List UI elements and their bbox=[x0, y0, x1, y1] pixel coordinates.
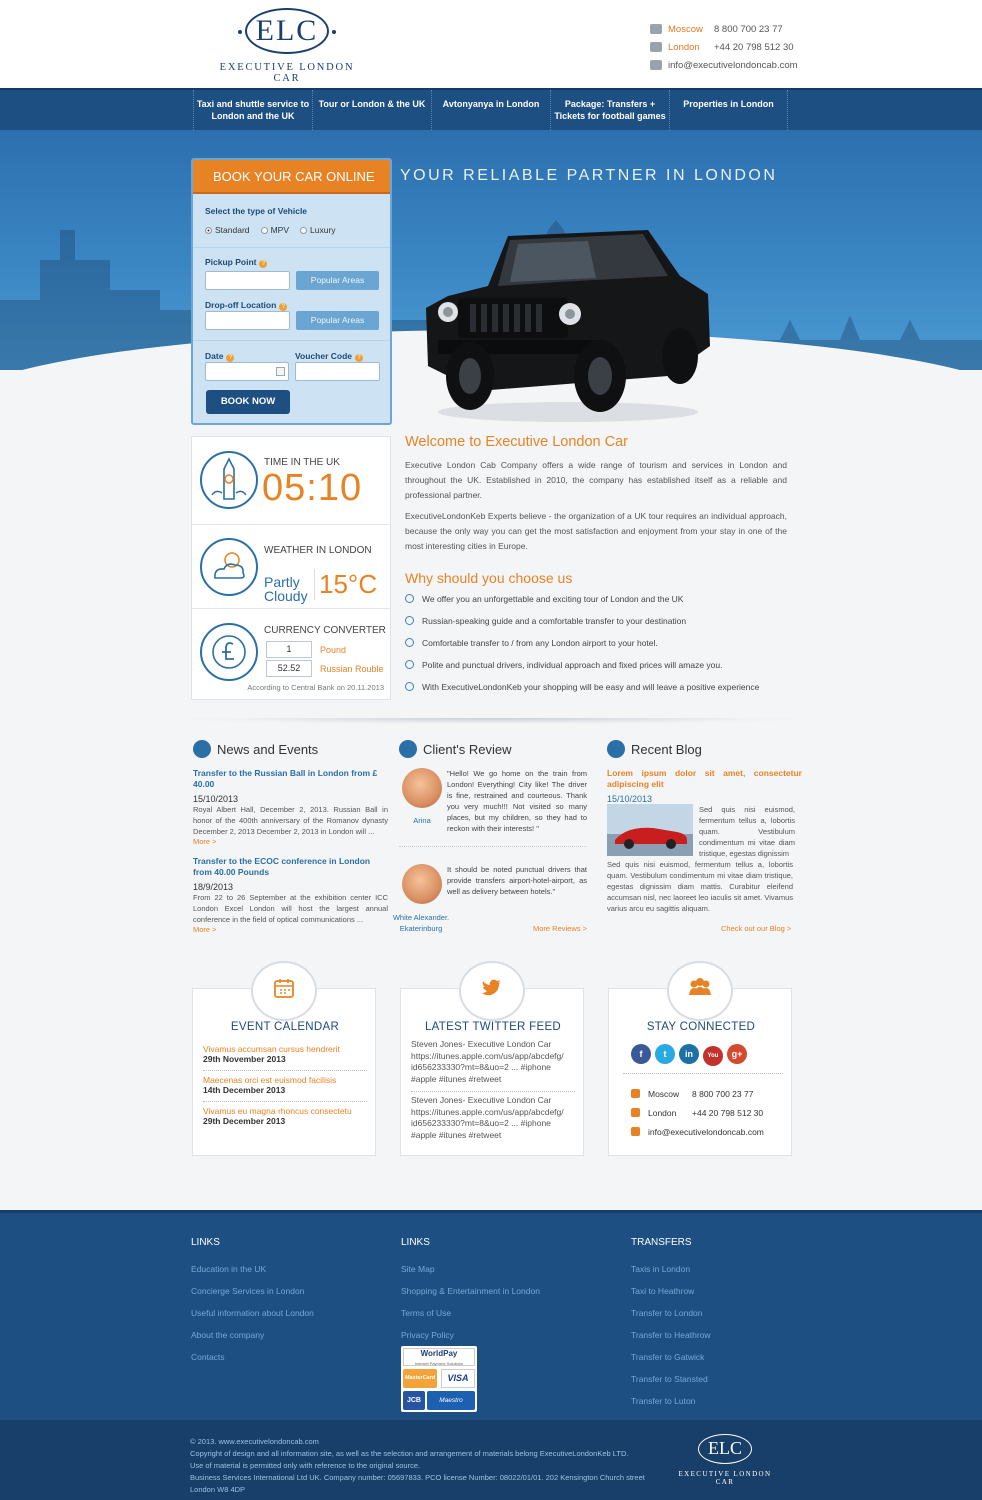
date-label: Date bbox=[205, 351, 224, 361]
section-divider bbox=[191, 718, 794, 724]
weather-widget bbox=[192, 525, 390, 609]
twitter-feed-card bbox=[400, 988, 584, 1156]
footer-link[interactable]: About the company bbox=[191, 1330, 265, 1340]
site-header bbox=[0, 0, 982, 88]
newspaper-icon bbox=[193, 740, 211, 758]
blog-excerpt-side: Sed quis nisi euismod, fermentum tellus a, lobortis quam. Vestibulum condimentum mi vitae diam tristique, egestas dignissim bbox=[699, 805, 795, 858]
vehicle-option-standard[interactable]: Standard bbox=[205, 225, 250, 235]
weather-temperature: 15°C bbox=[314, 569, 377, 600]
main-nav bbox=[0, 88, 982, 130]
footer-link[interactable]: Education in the UK bbox=[191, 1264, 267, 1274]
twitter-icon[interactable]: t bbox=[655, 1044, 675, 1064]
event-title-1[interactable]: Vivamus accumsan cursus hendrerit bbox=[203, 1044, 340, 1054]
footer-link[interactable]: Transfer to Gatwick bbox=[631, 1352, 705, 1362]
connect-email: info@executivelondoncab.com bbox=[631, 1123, 764, 1142]
event-date-1: 29th November 2013 bbox=[203, 1054, 367, 1071]
calendar-icon[interactable] bbox=[276, 367, 285, 376]
footer-logo-mark: ELC bbox=[698, 1434, 752, 1464]
footer-link[interactable]: Concierge Services in London bbox=[191, 1286, 305, 1296]
event-calendar-title: EVENT CALENDAR bbox=[230, 1021, 340, 1033]
red-sportscar-image bbox=[607, 804, 693, 856]
pickup-popular-areas-button[interactable]: Popular Areas bbox=[296, 271, 379, 290]
mail-icon bbox=[631, 1127, 640, 1136]
phone-icon bbox=[631, 1108, 640, 1117]
dropoff-label: Drop-off Location bbox=[205, 300, 277, 310]
review-text-1: "Hello! We go home on the train from London! Everything! City like! The driver is fine, restrained and courteous. Thank you very much!!! Not visited so many places, but my children, so they had to reckon with their interests! " bbox=[447, 769, 587, 833]
welcome-paragraph-1: Executive London Cab Company offers a wide range of tourism and services in London and throughout the UK. Established in 2010, the company has established itself as a reliable and professional partner. bbox=[405, 460, 787, 500]
news-column bbox=[193, 740, 388, 934]
blog-post-title[interactable]: Lorem ipsum dolor sit amet, consectetur adipiscing elit bbox=[607, 768, 802, 789]
event-title-3[interactable]: Vivamus eu magna rhoncus consectetu bbox=[203, 1106, 352, 1116]
news-text-2: From 22 to 26 September at the exhibition center ICC London Excel London will host the largest annual conference in the field of optical communications ... bbox=[193, 893, 388, 924]
vehicle-option-mpv[interactable]: MPV bbox=[261, 225, 289, 235]
twitter-feed-title: LATEST TWITTER FEED bbox=[424, 1021, 562, 1033]
footer-link[interactable]: Shopping & Entertainment in London bbox=[401, 1286, 540, 1296]
news-date-2: 18/9/2013 bbox=[193, 882, 234, 892]
nav-item-tour[interactable]: Tour or London & the UK bbox=[312, 90, 431, 130]
nav-item-properties[interactable]: Properties in London bbox=[669, 90, 788, 130]
blog-icon bbox=[607, 740, 625, 758]
event-list bbox=[203, 1041, 367, 1136]
check-icon bbox=[405, 616, 414, 625]
dropoff-input[interactable] bbox=[205, 311, 290, 330]
pickup-label: Pickup Point bbox=[205, 257, 257, 267]
help-icon[interactable]: ? bbox=[355, 354, 363, 362]
calendar-badge bbox=[251, 961, 317, 1021]
hummer-car-image bbox=[418, 216, 718, 426]
blog-heading: Recent Blog bbox=[607, 740, 802, 760]
blog-column bbox=[607, 740, 802, 940]
connect-contacts bbox=[631, 1085, 764, 1142]
footer-heading: LINKS bbox=[401, 1237, 430, 1248]
header-phone-london: London +44 20 798 512 30 bbox=[650, 40, 820, 58]
footer-link[interactable]: Site Map bbox=[401, 1264, 435, 1274]
footer-link[interactable]: Transfer to London bbox=[631, 1308, 703, 1318]
footer-link[interactable]: Transfer to Luton bbox=[631, 1396, 696, 1406]
nav-item-taxi[interactable]: Taxi and shuttle service to London and the UK bbox=[193, 90, 312, 130]
currency-widget bbox=[192, 609, 390, 699]
speech-bubble-icon bbox=[399, 740, 417, 758]
payment-logos bbox=[401, 1346, 477, 1412]
check-icon bbox=[405, 660, 414, 669]
avatar bbox=[402, 768, 442, 808]
date-input[interactable] bbox=[205, 362, 289, 381]
voucher-input[interactable] bbox=[295, 362, 380, 381]
help-icon[interactable]: ? bbox=[279, 303, 287, 311]
news-link-1[interactable]: Transfer to the Russian Ball in London from £ 40.00 bbox=[193, 768, 378, 789]
event-title-2[interactable]: Maecenas orci est euismod facilisis bbox=[203, 1075, 337, 1085]
footer-links-2 bbox=[401, 1237, 601, 1346]
book-now-button[interactable]: BOOK NOW bbox=[206, 390, 290, 414]
pickup-input[interactable] bbox=[205, 271, 290, 290]
phone-icon bbox=[650, 42, 662, 52]
jcb-logo: JCB bbox=[403, 1391, 425, 1410]
reviews-heading: Client's Review bbox=[399, 740, 594, 760]
blog-more-link[interactable]: Check out our Blog > bbox=[721, 924, 792, 933]
hero-slogan: YOUR RELIABLE PARTNER IN LONDON bbox=[400, 167, 778, 184]
news-link-2[interactable]: Transfer to the ECOC conference in London from 40.00 Pounds bbox=[193, 856, 371, 877]
pickup-label-wrap bbox=[205, 256, 267, 268]
avatar bbox=[402, 864, 442, 904]
welcome-title: Welcome to Executive London Car bbox=[405, 434, 628, 450]
list-item: Polite and punctual drivers, individual approach and fixed prices will amaze you. bbox=[405, 654, 787, 676]
currency-rouble-label: Russian Rouble bbox=[320, 664, 384, 674]
site-logo[interactable] bbox=[212, 8, 362, 84]
maestro-logo: Maestro bbox=[427, 1391, 475, 1410]
weather-icon bbox=[200, 538, 258, 596]
footer-link[interactable]: Privacy Policy bbox=[401, 1330, 454, 1340]
currency-pound-input[interactable]: 1 bbox=[266, 641, 312, 658]
vehicle-section bbox=[193, 196, 390, 248]
event-date-3: 29th December 2013 bbox=[203, 1116, 286, 1126]
booking-title: BOOK YOUR CAR ONLINE bbox=[193, 160, 390, 194]
phone-icon bbox=[631, 1089, 640, 1098]
youtube-icon[interactable]: You bbox=[703, 1046, 723, 1066]
stay-connected-title: STAY CONNECTED bbox=[646, 1021, 756, 1033]
connect-phone-london: London +44 20 798 512 30 bbox=[631, 1104, 764, 1123]
calendar-icon bbox=[273, 977, 295, 999]
footer-link[interactable]: Taxi to Heathrow bbox=[631, 1286, 695, 1296]
header-contacts bbox=[650, 22, 820, 76]
check-icon bbox=[405, 594, 414, 603]
reasons-list bbox=[405, 588, 787, 698]
people-icon bbox=[688, 977, 712, 999]
time-widget bbox=[192, 437, 390, 525]
currency-pound-label: Pound bbox=[320, 645, 347, 655]
more-reviews-link[interactable]: More Reviews > bbox=[533, 924, 587, 933]
header-phone-moscow: Moscow 8 800 700 23 77 bbox=[650, 22, 820, 40]
vehicle-option-luxury[interactable]: Luxury bbox=[300, 225, 336, 235]
welcome-section bbox=[405, 434, 787, 698]
linkedin-icon[interactable]: in bbox=[679, 1044, 699, 1064]
check-icon bbox=[405, 682, 414, 691]
list-item: Comfortable transfer to / from any London airport to your hotel. bbox=[405, 632, 787, 654]
booking-form bbox=[191, 158, 392, 425]
tweet-1[interactable]: Steven Jones- Executive London Car https://itunes.apple.com/us/app/abcdefg/ id656233330?mt=8&uo=2 ... #iphone #apple #itunes #retweet bbox=[411, 1039, 564, 1084]
worldpay-logo: WorldPay Internet Payment Solutions bbox=[403, 1348, 475, 1366]
dropoff-label-wrap bbox=[205, 299, 287, 311]
copyright-text: © 2013. www.executivelondoncab.com Copyright of design and all information site, as well as the selection and arrangement of materials belong ExecutiveLondonKeb LTD. Use of material is permitted only with reference to the original source. Business Services International Ltd UK. Company number: 05697833. PCO license Number: 08022/01/01. 202 Kensington Church street London W8 4DP bbox=[190, 1437, 645, 1494]
event-date-2: 14th December 2013 bbox=[203, 1085, 367, 1102]
googleplus-icon[interactable]: g+ bbox=[727, 1044, 747, 1064]
big-ben-icon bbox=[200, 451, 258, 509]
mastercard-logo: MasterCard bbox=[403, 1369, 437, 1388]
date-label-wrap bbox=[205, 350, 234, 362]
footer-links-1 bbox=[191, 1237, 391, 1368]
social-icons bbox=[631, 1044, 751, 1066]
footer-logo[interactable] bbox=[670, 1434, 780, 1486]
news-text-1: Royal Albert Hall, December 2, 2013. Russian Ball in honor of the 400th anniversary of the Romanov dynasty December 2, 2013 December 2, 2013 in London will ... bbox=[193, 805, 388, 836]
footer-link[interactable]: Contacts bbox=[191, 1352, 225, 1362]
currency-note: According to Central Bank on 20.11.2013 bbox=[247, 683, 384, 692]
currency-title: CURRENCY CONVERTER bbox=[264, 625, 386, 636]
logo-tagline: EXECUTIVE LONDON CAR bbox=[219, 62, 355, 84]
welcome-paragraph-2: ExecutiveLondonKeb Experts believe - the organization of a UK tour requires an individual approach, because the only way you can get the most satisfaction and enjoyment from your stay in one of the most interesting cities in Europe. bbox=[405, 511, 787, 551]
phone-icon bbox=[650, 24, 662, 34]
news-heading: News and Events bbox=[193, 740, 388, 760]
event-calendar-card bbox=[192, 988, 376, 1156]
nav-item-package[interactable]: Package: Transfers + Tickets for football games bbox=[550, 90, 669, 130]
header-email: info@executivelondoncab.com bbox=[650, 58, 820, 76]
footer-link[interactable]: Useful information about London bbox=[191, 1308, 314, 1318]
weather-title: WEATHER IN LONDON bbox=[264, 545, 372, 556]
review-author-1: Arina bbox=[413, 816, 431, 825]
news-more-link-1[interactable]: More > bbox=[193, 837, 217, 846]
news-date-1: 15/10/2013 bbox=[193, 794, 239, 804]
voucher-label: Voucher Code bbox=[295, 351, 352, 361]
twitter-bird-icon bbox=[481, 977, 503, 999]
time-title: TIME IN THE UK bbox=[264, 457, 340, 468]
people-badge bbox=[667, 961, 733, 1021]
footer-link[interactable]: Transfer to Heathrow bbox=[631, 1330, 711, 1340]
connect-phone-moscow: Moscow 8 800 700 23 77 bbox=[631, 1085, 764, 1104]
tweet-2[interactable]: Steven Jones- Executive London Car https://itunes.apple.com/us/app/abcdefg/ id656233330?mt=8&uo=2 ... #iphone #apple #itunes #retweet bbox=[411, 1095, 564, 1140]
footer-link[interactable]: Terms of Use bbox=[401, 1308, 452, 1318]
review-author-2: White Alexander. Ekaterinburg bbox=[392, 913, 450, 933]
voucher-label-wrap bbox=[295, 350, 363, 362]
reviews-column bbox=[392, 740, 594, 940]
blog-excerpt: Sed quis nisi euismod, fermentum tellus a, lobortis quam. Vestibulum condimentum mi vitae diam tristique, egestas dignissim diam mattis. Curabitur eleifend accumsan nisl, nec laoreet leo iaculis sit amet. Vivamus varius arcu eu sagittis aliquam. bbox=[607, 860, 793, 913]
help-icon[interactable]: ? bbox=[259, 260, 267, 268]
stay-connected-card bbox=[608, 988, 792, 1156]
footer-logo-tagline: EXECUTIVE LONDON CAR bbox=[678, 1470, 772, 1486]
help-icon[interactable]: ? bbox=[226, 354, 234, 362]
vehicle-options bbox=[205, 224, 344, 236]
list-item: We offer you an unforgettable and exciting tour of London and the UK bbox=[405, 588, 787, 610]
vehicle-label: Select the type of Vehicle bbox=[205, 206, 308, 216]
mail-icon bbox=[650, 60, 662, 70]
list-item: Russian-speaking guide and a comfortable transfer to your destination bbox=[405, 610, 787, 632]
visa-logo: VISA bbox=[441, 1369, 475, 1388]
info-widgets bbox=[191, 436, 391, 700]
review-text-2: It should be noted punctual drivers that provide transfers airport-hotel-airport, as well as delivery between hotels." bbox=[447, 865, 587, 896]
dropoff-popular-areas-button[interactable]: Popular Areas bbox=[296, 311, 379, 330]
why-title: Why should you choose us bbox=[405, 570, 573, 586]
check-icon bbox=[405, 638, 414, 647]
uk-clock: 05:10 bbox=[262, 467, 363, 509]
currency-rouble-input[interactable]: 52.52 bbox=[266, 660, 312, 677]
news-more-link-2[interactable]: More > bbox=[193, 925, 217, 934]
footer-heading: LINKS bbox=[191, 1237, 220, 1248]
footer-link[interactable]: Transfer to Stansted bbox=[631, 1374, 708, 1384]
pound-icon bbox=[200, 623, 258, 681]
blog-date: 15/10/2013 bbox=[607, 794, 653, 804]
facebook-icon[interactable]: f bbox=[631, 1044, 651, 1064]
footer-link[interactable]: Taxis in London bbox=[631, 1264, 691, 1274]
logo-mark: ELC bbox=[245, 8, 329, 54]
list-item: With ExecutiveLondonKeb your shopping will be easy and will leave a positive experience bbox=[405, 676, 787, 698]
weather-description: Partly Cloudy bbox=[264, 574, 308, 604]
footer-heading: TRANSFERS bbox=[631, 1237, 692, 1248]
twitter-badge bbox=[459, 961, 525, 1021]
nav-item-avtonyanya[interactable]: Avtonyanya in London bbox=[431, 90, 550, 130]
footer-transfers bbox=[631, 1237, 831, 1412]
